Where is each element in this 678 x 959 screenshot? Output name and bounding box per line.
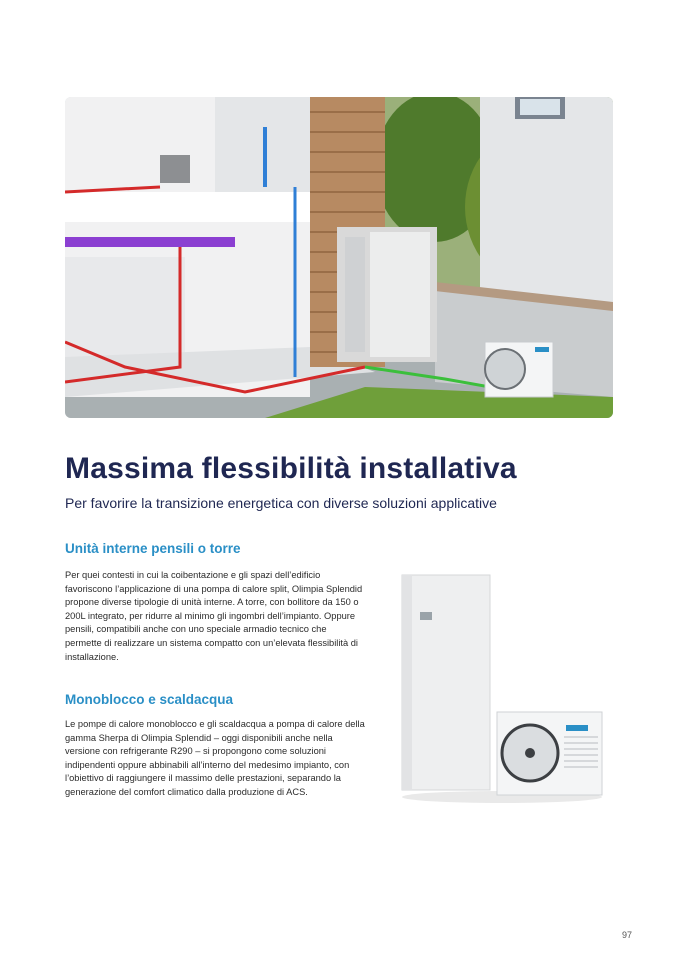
section-heading-monoblock: Monoblocco e scaldacqua	[65, 692, 234, 707]
page-subtitle: Per favorire la transizione energetica con diverse soluzioni applicative	[65, 495, 497, 511]
hero-image	[65, 97, 613, 418]
section-body-monoblock: Le pompe di calore monoblocco e gli scaldacqua a pompa di calore della gamma Sherpa di Olimpia Splendid – oggi disponibili anche nella versione con refrigerante R290 – si propongono come soluzioni indipendenti oppure abbinabili all’interno del medesimo impianto, con l’obiettivo di raggiungere il massimo delle prestazioni, separando la generazione del comfort climatico dalla produzione di ACS.	[65, 719, 365, 797]
section-heading-indoor-units: Unità interne pensili o torre	[65, 541, 241, 556]
page-title: Massima flessibilità installativa	[65, 452, 517, 485]
product-image-heat-pump	[392, 545, 614, 835]
page-number: 97	[622, 930, 633, 940]
section-body-indoor-units: Per quei contesti in cui la coibentazione e gli spazi dell’edificio favoriscono l’applicazione di una pompa di calore split, Olimpia Splendid propone diverse tipologie di unità interne. A torre, con bollitore da 150 o 200L integrato, per ridurre al minimo gli ingombri dell’impianto. Oppure pensili, compatibili anche con uno speciale armadio tecnico che permette di realizzare un sistema compatto con un’elevata flessibilità di installazione.	[65, 570, 363, 662]
